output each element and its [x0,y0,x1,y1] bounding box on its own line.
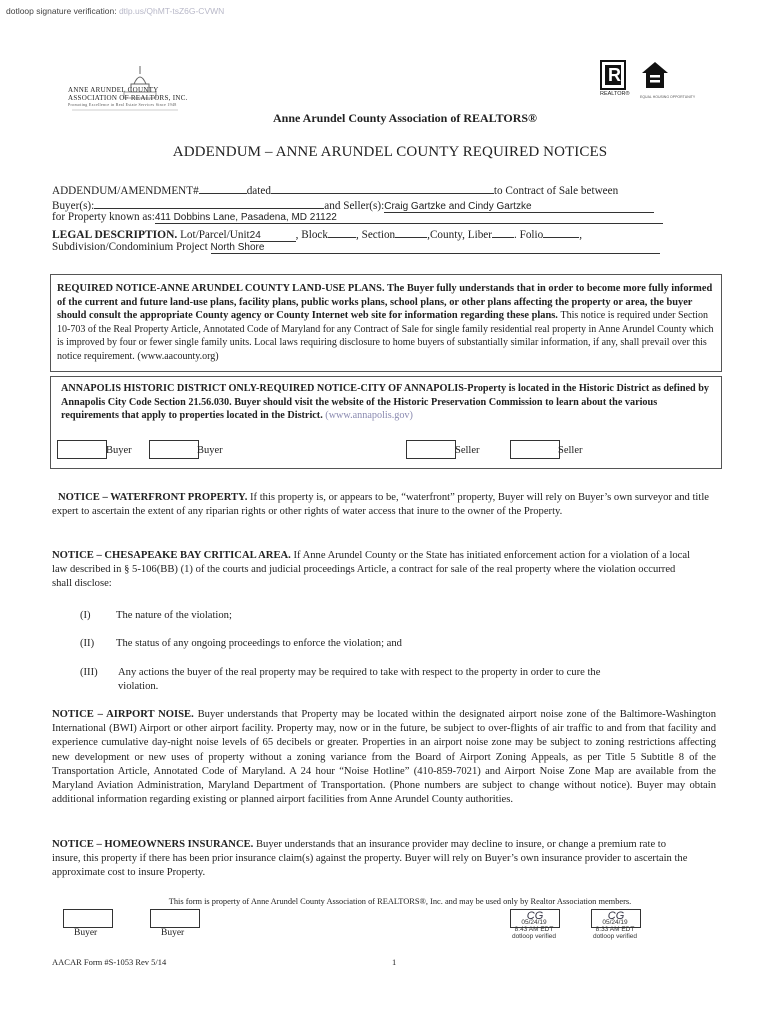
association-logo-text [68,86,188,108]
chesapeake-text: If Anne Arundel County or the State has initiated enforcement action for a violation of a local law described in § 5-106(BB) (1) of the courts and judicial proceedings Article, a contract for sale of the real property where the violation occurred shall disclose: [52,550,691,590]
association-logo-top: ANNE ARUNDEL COUNTY [68,86,159,94]
waterfront-notice [52,491,716,519]
section-label: , Section [356,229,396,241]
verification-label: dotloop signature verification: [6,6,117,16]
association-logo-tagline: Promoting Excellence in Real Estate Services Since 1948 [68,102,177,107]
footer-buyer-initial-1[interactable] [63,909,113,928]
lot-field[interactable]: 24 [250,230,296,242]
chesapeake-item-text: The status of any ongoing proceedings to enforce the violation; and [116,638,402,649]
association-logo [68,62,186,114]
block-label: , Block [295,229,328,241]
legal-line: LEGAL DESCRIPTION. Lot/Parcel/Unit24 , Block , Section ,County, Liber . Folio , [52,226,582,242]
folio-label: . Folio [514,229,544,241]
landuse-notice-text [57,282,714,364]
equal-housing-logo [640,60,696,99]
footer-buyer-initial-2[interactable] [150,909,200,928]
liber-field[interactable] [492,226,514,238]
association-name: Anne Arundel County Association of REALTORS® [272,111,538,125]
subdivision-field[interactable]: North Shore [211,242,660,254]
legal-label: LEGAL DESCRIPTION. [52,229,178,241]
historic-seller-initial-2[interactable] [510,440,560,459]
buyers-field[interactable] [94,197,324,209]
stamp-verified: dotloop verified [592,933,638,940]
subdivision-label: Subdivision/Condominium Project [52,241,208,253]
seller-dotloop-stamp-2 [581,919,649,940]
landuse-notice-normal: This notice is required under Section 10-703 of the Real Property Article, Annotated Code of Maryland for any Contract of Sale for single family residential real property in Anne Arundel County which is improved by four or fewer single family units. Local laws requiring disclosure to home buyers of substantially similar information, if any, shall prevail over this notice requirement. [57,310,714,362]
chesapeake-item-text: The nature of the violation; [116,610,232,621]
realtor-logo [600,60,630,97]
airport-notice [52,708,716,807]
lot-label: Lot/Parcel/Unit [180,229,250,241]
chesapeake-item-1 [80,610,232,621]
waterfront-text: If this property is, or appears to be, “waterfront” property, Buyer will rely on Buyer’s own surveyor and title expert to ascertain the extent of any riparian rights or other rights of water access that inure to the owner of the Property. [52,492,709,518]
insurance-notice [52,838,692,881]
addendum-label: ADDENDUM/AMENDMENT# [52,185,199,197]
seller-initials-mark: CG [526,910,544,922]
sellers-field[interactable]: Craig Gartzke and Cindy Gartzke [384,201,654,213]
historic-notice-bold: ANNAPOLIS HISTORIC DISTRICT ONLY-REQUIRED NOTICE-CITY OF ANNAPOLIS-Property is located in the Historic District as defined by Annapolis City Code Section 21.56.030. Buyer should visit the website of the Historic Preservation Commission to learn about the various requirements that apply to properties located in the District. [61,383,709,422]
waterfront-heading: NOTICE – WATERFRONT PROPERTY. [58,492,248,503]
historic-seller-initial-1[interactable] [406,440,456,459]
chesapeake-item-text: Any actions the buyer of the real property may be required to take with respect to the property in order to cure the violation. [118,667,601,693]
stamp-time: 8:43 AM EDT [514,926,554,933]
realtor-caption: REALTOR® [600,91,630,97]
dated-field[interactable] [271,182,494,194]
stamp-verified: dotloop verified [511,933,557,940]
historic-seller-label-2: Seller [558,445,583,456]
seller-initials-mark: CG [607,910,625,922]
property-label: for Property known as: [52,211,155,223]
seller-dotloop-stamp-1 [500,919,568,940]
page-number: 1 [392,957,397,967]
annapolis-link[interactable]: (www.annapolis.gov) [325,410,413,422]
historic-buyer-label-1: Buyer [106,445,132,456]
stamp-date: 05/24/19 [521,919,547,926]
property-field[interactable]: 411 Dobbins Lane, Pasadena, MD 21122 [155,212,663,224]
subdivision-line [52,241,660,254]
historic-buyer-label-2: Buyer [197,445,223,456]
equal-housing-icon [640,60,670,90]
realtor-r-icon: R [600,60,626,90]
chesapeake-heading: NOTICE – CHESAPEAKE BAY CRITICAL AREA. [52,550,291,561]
folio-field[interactable] [543,226,579,238]
insurance-text: Buyer understands that an insurance provider may decline to insure, or change a premium rate to insure, this property if there has been prior insurance claim(s) against the property. Buyer will rely on Buyer’s own insurance provider to ascertain the approximate cost to insure Property. [52,839,688,879]
form-id: AACAR Form #S-1053 Rev 5/14 [52,957,167,967]
historic-buyer-initial-1[interactable] [57,440,107,459]
landuse-notice-box [50,274,722,372]
page-title: ADDENDUM – ANNE ARUNDEL COUNTY REQUIRED NOTICES [172,144,608,160]
equal-housing-caption: EQUAL HOUSING OPPORTUNITY [640,95,696,99]
historic-buyer-initial-2[interactable] [149,440,199,459]
chesapeake-item-num: (II) [80,638,95,649]
historic-seller-label-1: Seller [455,445,480,456]
verification-line [6,6,224,16]
insurance-heading: NOTICE – HOMEOWNERS INSURANCE. [52,839,254,850]
footer-buyer-label-1: Buyer [74,928,98,938]
stamp-date: 05/24/19 [602,919,628,926]
airport-heading: NOTICE – AIRPORT NOISE. [52,709,194,720]
historic-notice-text [61,382,714,423]
chesapeake-item-num: (III) [80,667,98,678]
association-logo-bottom: ASSOCIATION OF REALTORS, INC. [68,94,188,102]
property-line [52,211,663,224]
landuse-notice-bold: REQUIRED NOTICE-ANNE ARUNDEL COUNTY LAND-USE PLANS. The Buyer fully understands that in order to become more fully informed of the current and future land-use plans, facility plans, public works plans, school plans, or other plans affecting the property or area, the buyer should consult the appropriate County agency or County Internet web site for information regarding these plans. [57,283,713,322]
county-label: ,County, Liber [427,229,492,241]
buyers-label: Buyer(s): [52,200,95,212]
form-property-note: This form is property of Anne Arundel County Association of REALTORS®, Inc. and may be used only by Realtor Association members. [168,897,632,906]
contract-label: to Contract of Sale between [493,185,619,197]
airport-text: Buyer understands that Property may be located within the designated airport noise zone of the Baltimore-Washington International (BWI) Airport or other airport facility. Property may, now or in the future, be subject to over-flights of air traffic to and from that facility and experience cumulative day-night noise levels of 65 decibels or greater. Properties in an airport noise zone may be subject to zoning restrictions affecting new development or new uses of property without a zoning variance from the Board of Airport Zoning Appeals, as per Title 5 Subtitle 8 of the Transportation Article, Annotated Code of Maryland. A 24 hour “Noise Hotline” (410-859-7021) and Airport Noise Zone Map are available from the Maryland Aviation Administration, Maryland Department of Transportation. (Phone numbers are subject to change without notice). Buyer may obtain additional information regarding existing or planned airport facilities from Anne Arundel County authorities. [52,709,716,806]
sellers-label: and Seller(s): [324,200,385,212]
footer-buyer-label-2: Buyer [161,928,185,938]
aacounty-link[interactable]: (www.aacounty.org) [137,350,219,362]
addendum-line [52,182,618,197]
chesapeake-item-2 [80,638,402,649]
addendum-number-field[interactable] [199,182,247,194]
chesapeake-item-3 [80,666,670,694]
dated-label: dated [246,185,271,197]
block-field[interactable] [328,226,356,238]
chesapeake-item-num: (I) [80,610,91,621]
verification-link[interactable]: dtlp.us/QhMT-tsZ6G-CVWN [118,6,225,16]
chesapeake-notice [52,549,694,592]
stamp-time: 8:33 AM EDT [595,926,635,933]
section-field[interactable] [395,226,427,238]
